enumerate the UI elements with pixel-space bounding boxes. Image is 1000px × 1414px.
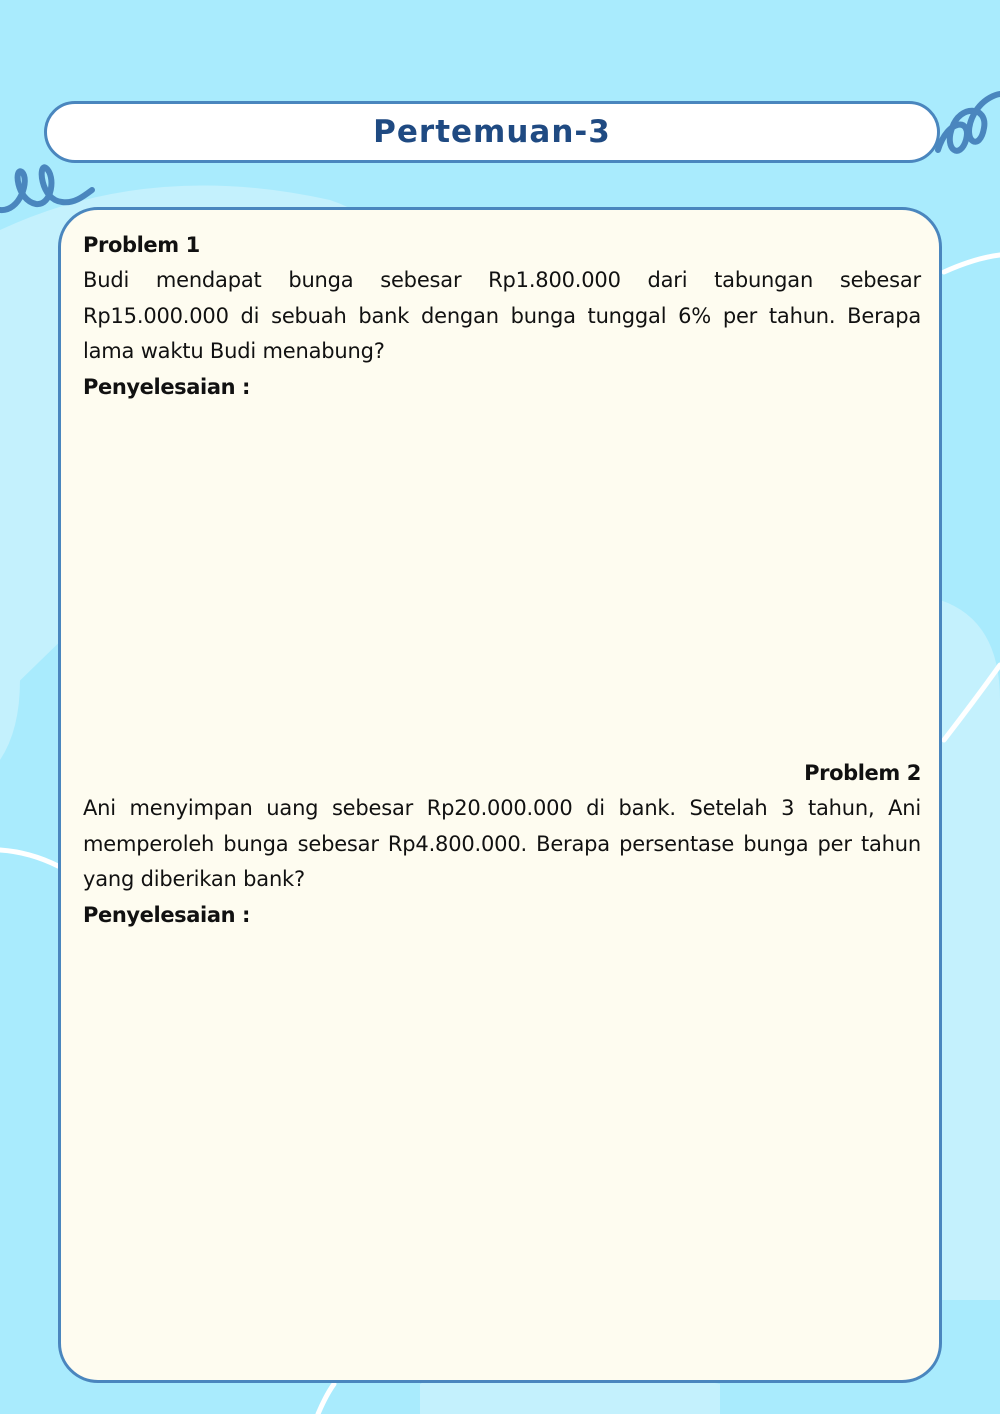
white-wave-right-top — [944, 255, 1000, 272]
solution-label: Penyelesaian : — [83, 902, 251, 927]
white-wave-left — [0, 850, 58, 866]
problem-text: Ani menyimpan uang sebesar Rp20.000.000 di bank. Setelah 3 tahun, Ani memperoleh bunga sebesar Rp4.800.000. Berapa persentase bunga per tahun yang diberikan bank? — [83, 796, 921, 891]
title-banner — [44, 101, 940, 163]
problem-block-1 — [83, 228, 921, 405]
worksheet-card — [58, 207, 942, 1383]
problem-heading: Problem 1 — [83, 233, 200, 257]
white-wave-bottom — [318, 1384, 334, 1414]
page-title: Pertemuan-3 — [373, 114, 611, 150]
solution-label: Penyelesaian : — [83, 374, 251, 399]
squiggle-right — [938, 94, 1000, 151]
problem-block-2 — [83, 756, 921, 933]
problem-heading: Problem 2 — [804, 761, 921, 785]
problem-text: Budi mendapat bunga sebesar Rp1.800.000 dari tabungan sebesar Rp15.000.000 di sebuah bank dengan bunga tunggal 6% per tahun. Berapa lama waktu Budi menabung? — [83, 268, 921, 363]
